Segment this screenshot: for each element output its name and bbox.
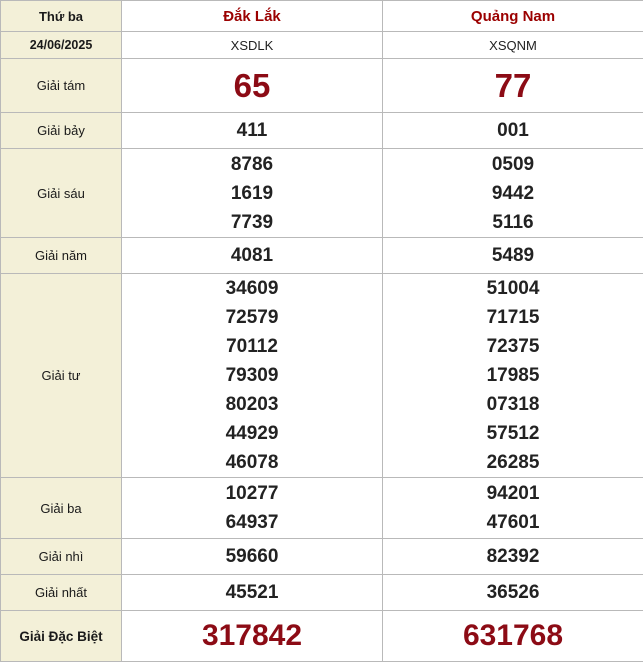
prize-label-giai-nam: Giải năm bbox=[1, 238, 122, 274]
result-number: 51004 bbox=[383, 274, 643, 303]
prize-label-giai-nhat: Giải nhất bbox=[1, 575, 122, 611]
result-number: 46078 bbox=[122, 448, 382, 477]
result-quang-nam-giai-nam bbox=[383, 238, 643, 274]
result-number: 10277 bbox=[122, 479, 382, 508]
prize-label-giai-tu: Giải tư bbox=[1, 274, 122, 478]
result-dak-lak-giai-nhi bbox=[122, 539, 383, 575]
result-dak-lak-giai-nam bbox=[122, 238, 383, 274]
result-number: 1619 bbox=[122, 179, 382, 208]
result-number: 64937 bbox=[122, 508, 382, 537]
prize-label-giai-bay: Giải bảy bbox=[1, 113, 122, 149]
prize-label-giai-nhi: Giải nhì bbox=[1, 539, 122, 575]
result-number: 5489 bbox=[383, 241, 643, 270]
province-header-quang-nam[interactable]: Quảng Nam bbox=[383, 1, 643, 32]
result-number: 4081 bbox=[122, 241, 382, 270]
prize-label-giai-sau: Giải sáu bbox=[1, 149, 122, 238]
table-row bbox=[1, 611, 643, 662]
weekday-label: Thứ ba bbox=[1, 1, 122, 32]
result-quang-nam-giai-nhi bbox=[383, 539, 643, 575]
result-number: 57512 bbox=[383, 419, 643, 448]
result-number: 82392 bbox=[383, 542, 643, 571]
result-number: 9442 bbox=[383, 179, 643, 208]
result-quang-nam-giai-nhat bbox=[383, 575, 643, 611]
table-row bbox=[1, 539, 643, 575]
result-number: 7739 bbox=[122, 208, 382, 237]
result-number: 5116 bbox=[383, 208, 643, 237]
prize-label-giai-tam: Giải tám bbox=[1, 59, 122, 113]
table-row bbox=[1, 59, 643, 113]
result-quang-nam-giai-tam bbox=[383, 59, 643, 113]
result-number: 94201 bbox=[383, 479, 643, 508]
result-dak-lak-giai-tu bbox=[122, 274, 383, 478]
result-number: 45521 bbox=[122, 578, 382, 607]
result-number: 65 bbox=[122, 64, 382, 108]
result-quang-nam-giai-sau bbox=[383, 149, 643, 238]
result-number: 411 bbox=[122, 116, 382, 145]
table-row bbox=[1, 575, 643, 611]
prize-label-giai-dac-biet: Giải Đặc Biệt bbox=[1, 611, 122, 662]
province-code-quang-nam: XSQNM bbox=[383, 32, 643, 59]
result-quang-nam-giai-tu bbox=[383, 274, 643, 478]
result-number: 631768 bbox=[383, 616, 643, 656]
result-number: 70112 bbox=[122, 332, 382, 361]
result-dak-lak-giai-bay bbox=[122, 113, 383, 149]
result-number: 47601 bbox=[383, 508, 643, 537]
result-quang-nam-giai-dac-biet bbox=[383, 611, 643, 662]
result-number: 79309 bbox=[122, 361, 382, 390]
result-number: 72375 bbox=[383, 332, 643, 361]
province-code-dak-lak: XSDLK bbox=[122, 32, 383, 59]
result-number: 17985 bbox=[383, 361, 643, 390]
table-header-row bbox=[1, 1, 643, 32]
result-number: 72579 bbox=[122, 303, 382, 332]
table-row bbox=[1, 238, 643, 274]
table-row bbox=[1, 274, 643, 478]
result-number: 77 bbox=[383, 64, 643, 108]
result-number: 80203 bbox=[122, 390, 382, 419]
table-row bbox=[1, 113, 643, 149]
result-quang-nam-giai-bay bbox=[383, 113, 643, 149]
draw-date: 24/06/2025 bbox=[1, 32, 122, 59]
result-dak-lak-giai-ba bbox=[122, 478, 383, 539]
result-number: 59660 bbox=[122, 542, 382, 571]
table-row bbox=[1, 478, 643, 539]
result-number: 001 bbox=[383, 116, 643, 145]
result-number: 44929 bbox=[122, 419, 382, 448]
result-number: 71715 bbox=[383, 303, 643, 332]
result-dak-lak-giai-nhat bbox=[122, 575, 383, 611]
result-dak-lak-giai-tam bbox=[122, 59, 383, 113]
result-number: 36526 bbox=[383, 578, 643, 607]
result-number: 317842 bbox=[122, 616, 382, 656]
province-header-dak-lak[interactable]: Đắk Lắk bbox=[122, 1, 383, 32]
table-date-row bbox=[1, 32, 643, 59]
result-number: 07318 bbox=[383, 390, 643, 419]
result-number: 34609 bbox=[122, 274, 382, 303]
result-quang-nam-giai-ba bbox=[383, 478, 643, 539]
result-number: 0509 bbox=[383, 150, 643, 179]
prize-label-giai-ba: Giải ba bbox=[1, 478, 122, 539]
table-row bbox=[1, 149, 643, 238]
result-number: 26285 bbox=[383, 448, 643, 477]
result-number: 8786 bbox=[122, 150, 382, 179]
result-dak-lak-giai-sau bbox=[122, 149, 383, 238]
result-dak-lak-giai-dac-biet bbox=[122, 611, 383, 662]
